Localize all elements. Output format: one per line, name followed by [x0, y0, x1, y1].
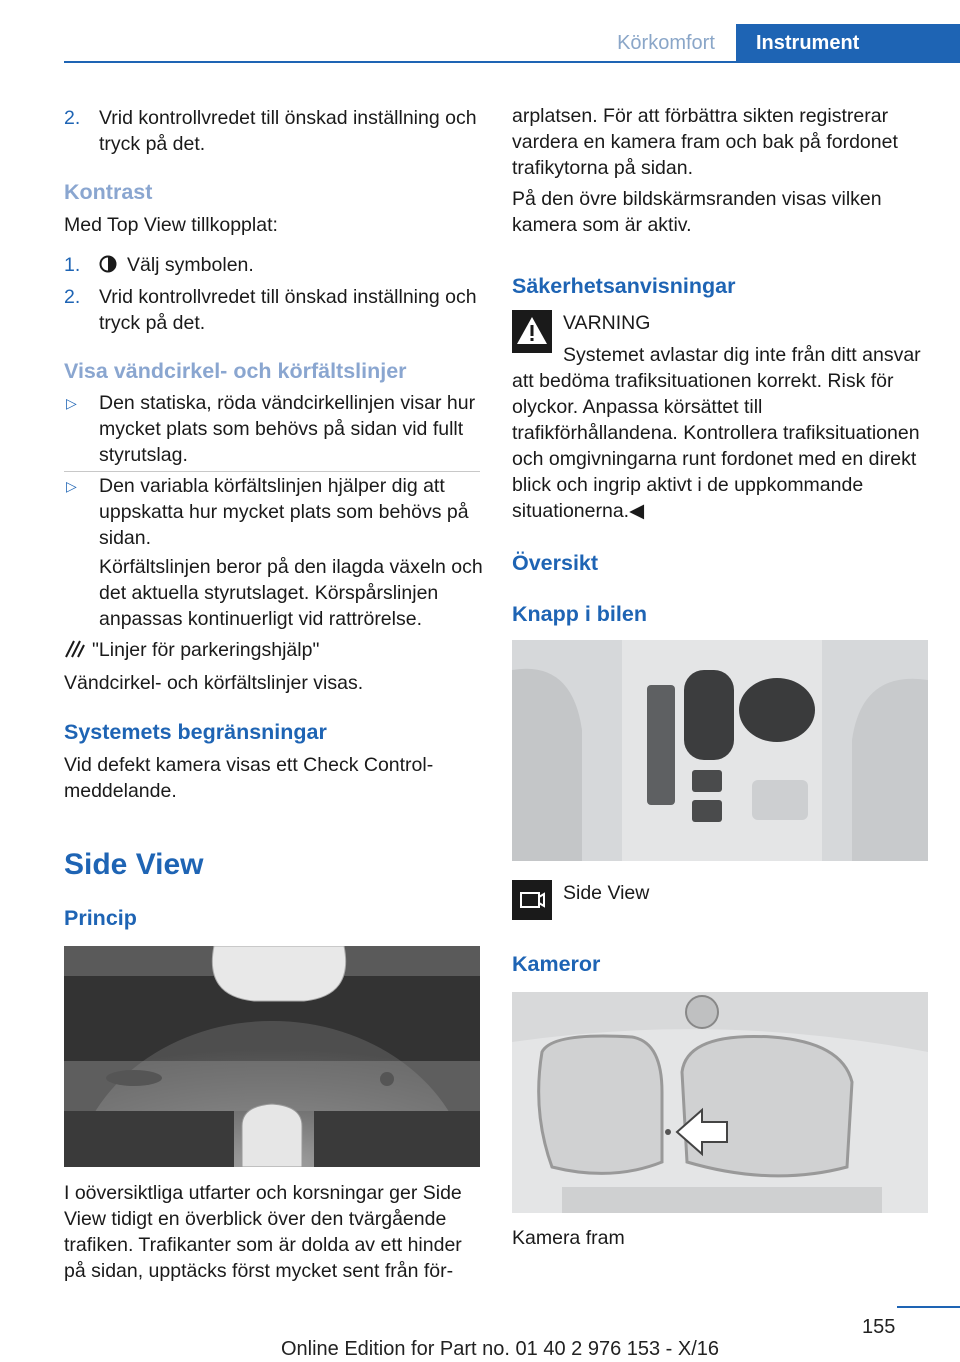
parking-lines-icon: [64, 637, 86, 659]
princip-illustration: [64, 946, 480, 1167]
kontrast-intro: Med Top View tillkopplat:: [64, 214, 278, 236]
side-view-heading: Side View: [64, 848, 204, 881]
warning-text: Systemet avlastar dig inte från ditt ansvar att bedöma trafiksituationen korrekt. Risk för olyckor. Anpassa körsättet till trafikförhållandena. Kontrollera trafiksituationen och omgivningarna runt fordonet med en direkt blick och ingrip aktivt i de uppkommande situationerna.◀: [512, 344, 921, 522]
edition-footer: Online Edition for Part no. 01 40 2 976 153 - X/16: [280, 1338, 720, 1360]
footer-rule: [897, 1306, 960, 1308]
front-camera-photo: [512, 992, 928, 1213]
grans-heading: Systemets begränsningar: [64, 720, 327, 744]
linjer-label: "Linjer för parkeringshjälp": [92, 639, 320, 661]
list-number: 2.: [64, 107, 81, 129]
cont-text: arplatsen. För att förbättra sikten registrerar vardera en kamera fram och bak på fordonet trafikytorna på sidan.: [512, 105, 898, 179]
contrast-icon: [99, 255, 117, 273]
list-item-text: Välj symbolen.: [127, 254, 254, 276]
grans-text: Vid defekt kamera visas ett Check Control-meddelande.: [64, 754, 434, 802]
console-photo: [512, 640, 928, 861]
bullet-triangle-icon: ▷: [66, 395, 77, 411]
list-number: 2.: [64, 286, 81, 308]
list-item-text: Vrid kontrollvredet till önskad inställning och tryck på det.: [99, 286, 477, 334]
bullet-text-cont: Körfältslinjen beror på den ilagda växeln och det aktuella styrutslaget. Körspårslinjen anpassas kontinuerligt vid rattrörelse.: [99, 556, 483, 630]
list-number: 1.: [64, 254, 81, 276]
oversikt-heading: Översikt: [512, 551, 599, 575]
princip-heading: Princip: [64, 906, 137, 930]
tab-instrument[interactable]: Instrument: [736, 24, 960, 62]
tab-korkomfort[interactable]: Körkomfort: [617, 32, 715, 54]
kamera-caption: Kamera fram: [512, 1227, 625, 1249]
bullet-text: Den statiska, röda vändcirkellinjen visar hur mycket plats som behövs på sidan vid fullt styrutslag.: [99, 392, 476, 466]
bullet-triangle-icon: ▷: [66, 478, 77, 494]
princip-text: I oöversiktliga utfarter och korsningar ger Side View tidigt en överblick över den tvärgående trafiken. Trafikanter som är dolda av ett hinder på sidan, upptäcks först mycket sent från för-: [64, 1182, 462, 1282]
knapp-heading: Knapp i bilen: [512, 602, 647, 626]
list-item-text: Vrid kontrollvredet till önskad inställning och tryck på det.: [99, 107, 477, 155]
divider: [64, 471, 480, 472]
header-rule: [64, 61, 960, 63]
linjer-result: Vändcirkel- och körfältslinjer visas.: [64, 672, 364, 694]
side-view-button-label: Side View: [563, 882, 650, 904]
kontrast-heading: Kontrast: [64, 180, 153, 204]
page-number: 155: [862, 1316, 896, 1338]
side-view-camera-icon: [512, 880, 552, 920]
visa-heading: Visa vändcirkel- och körfältslinjer: [64, 359, 407, 383]
warning-title: VARNING: [563, 312, 651, 334]
indicator-text: På den övre bildskärmsranden visas vilken kamera som är aktiv.: [512, 188, 882, 236]
kameror-heading: Kameror: [512, 952, 601, 976]
bullet-text: Den variabla körfältslinjen hjälper dig att uppskatta hur mycket plats som behövs på sidan.: [99, 475, 469, 549]
sakerhet-heading: Säkerhetsanvisningar: [512, 274, 736, 298]
